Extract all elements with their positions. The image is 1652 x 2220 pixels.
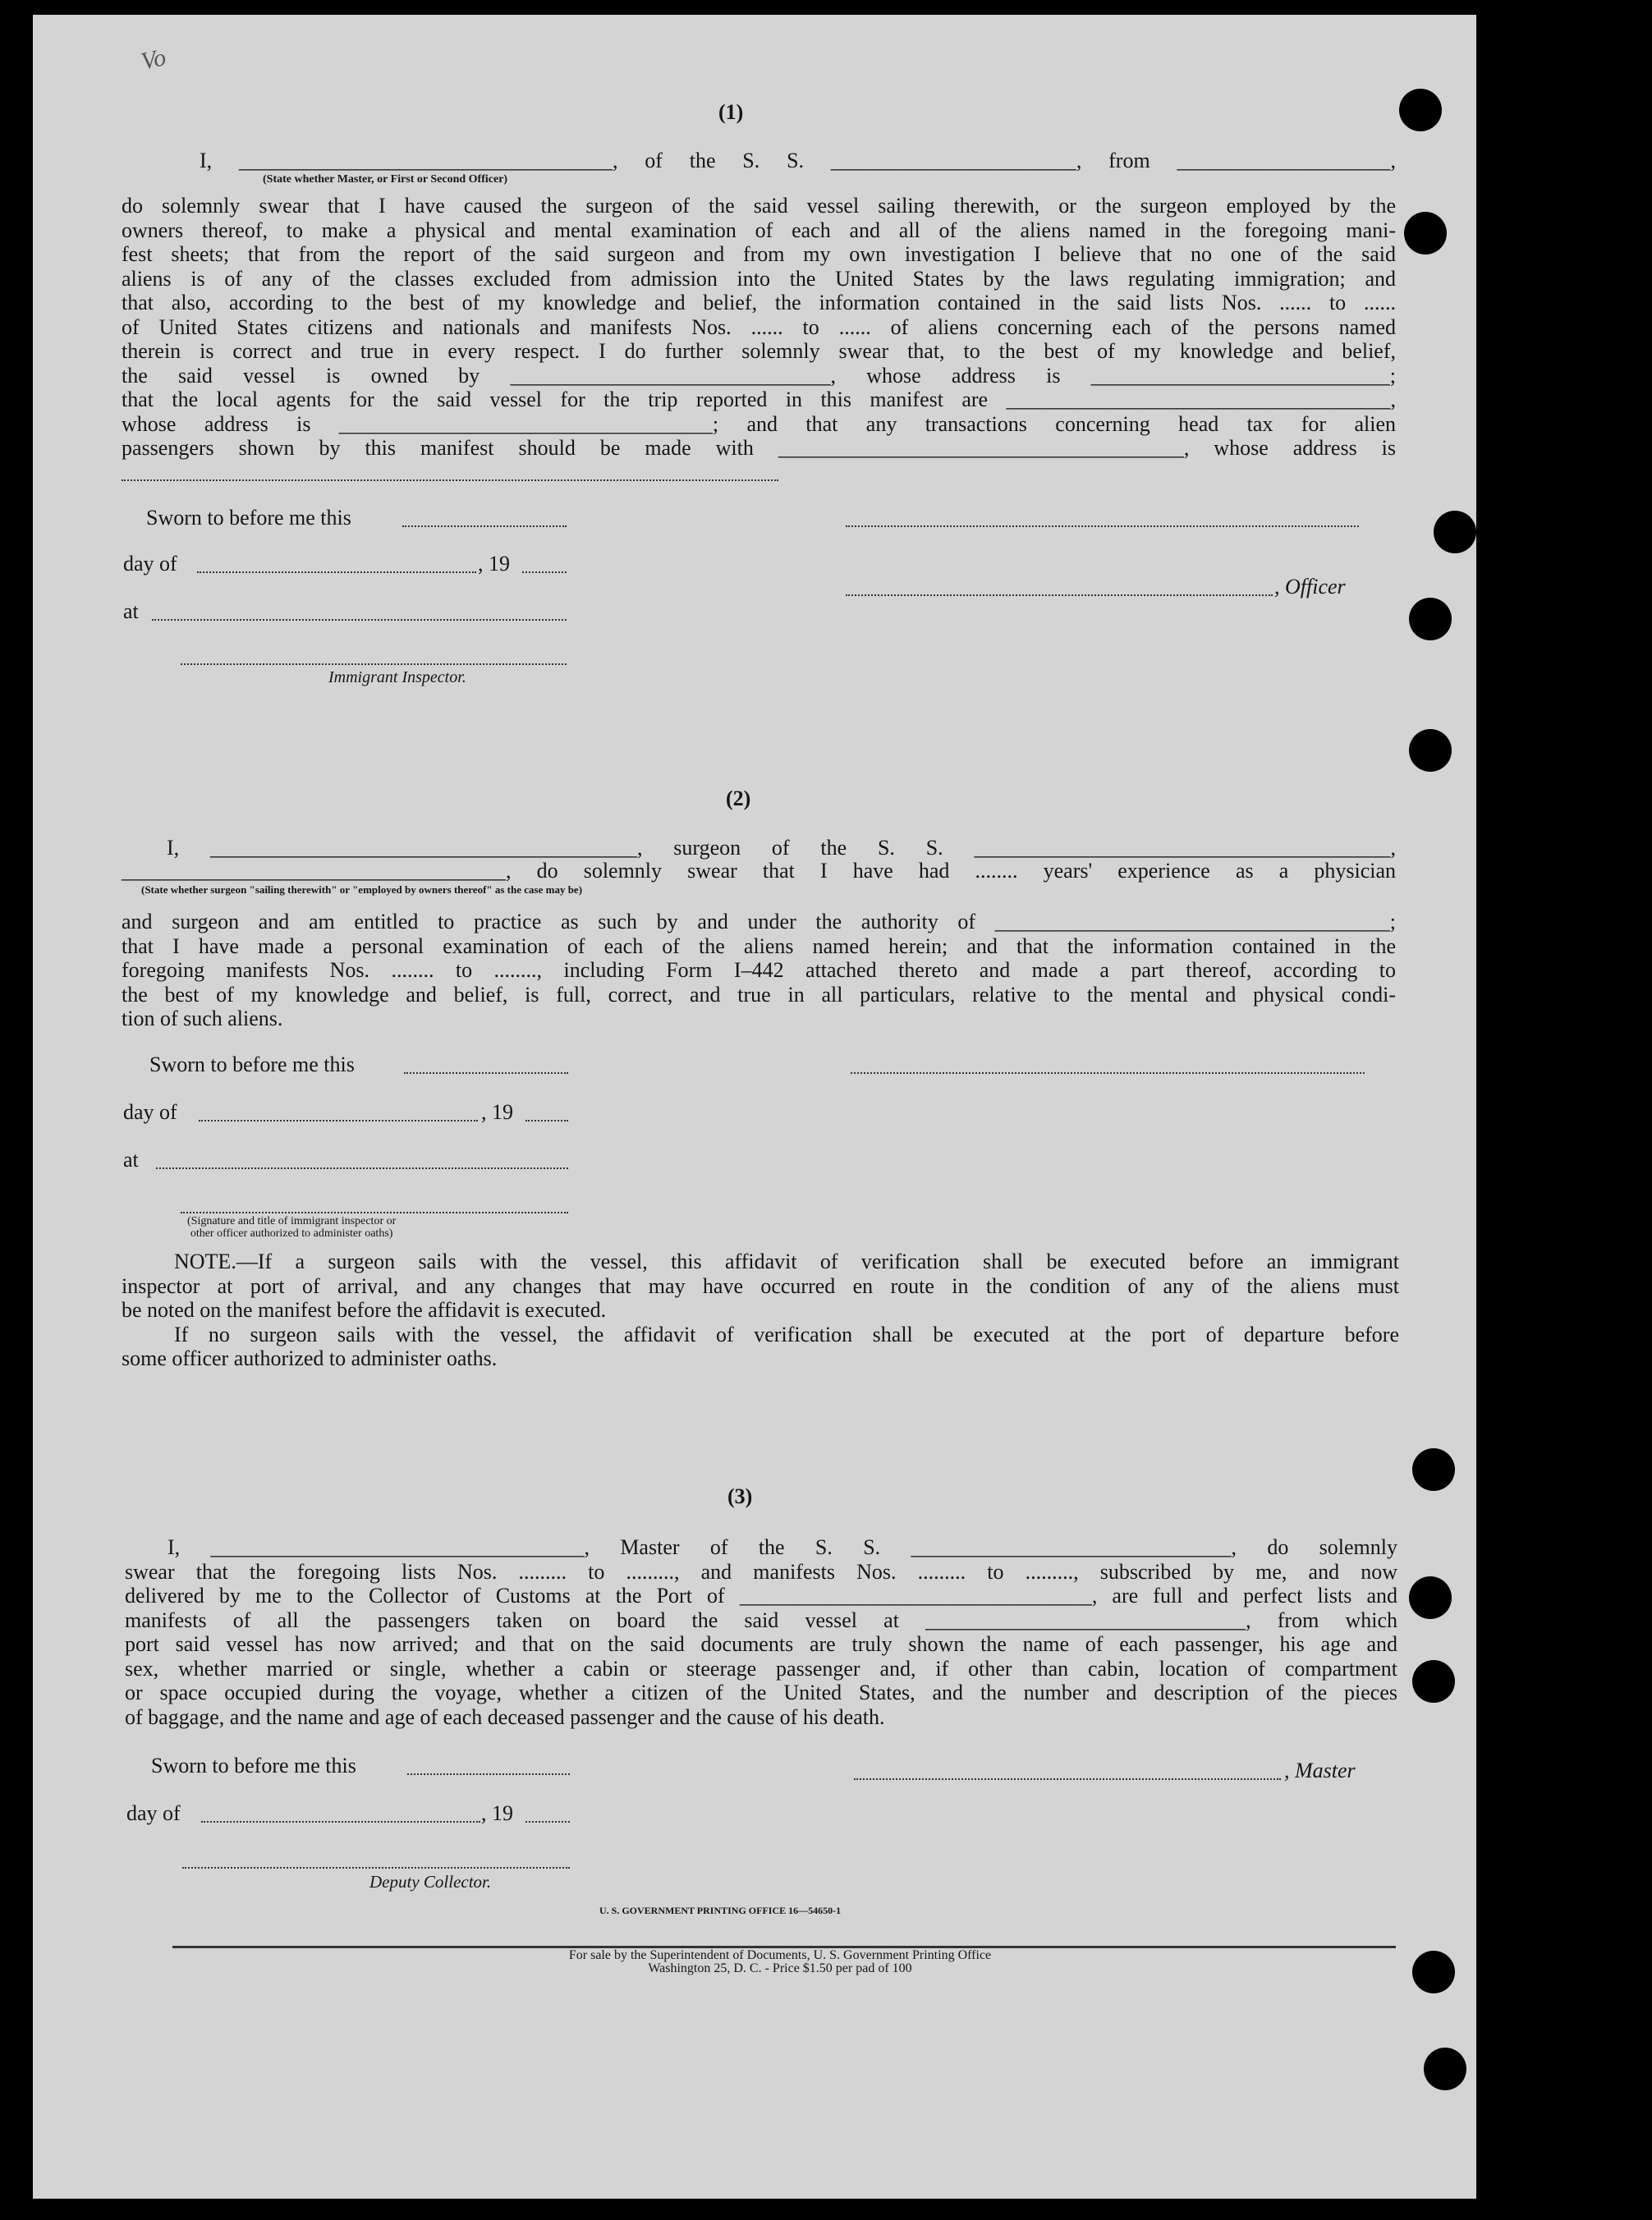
affidavit-line: of United States citizens and nationals and manifests Nos. ...... to ...... of aliens concerning each of the persons named bbox=[122, 314, 1396, 339]
year-line bbox=[525, 1821, 570, 1823]
section-2-affidavit-body bbox=[122, 910, 1396, 1031]
sworn-date-line bbox=[404, 1072, 568, 1074]
punch-hole bbox=[1412, 1951, 1455, 1993]
affidavit-line: do solemnly swear that I have caused the surgeon of the said vessel sailing therewith, or the surgeon employed by the bbox=[122, 194, 1396, 218]
sworn-label: Sworn to before me this bbox=[149, 1053, 355, 1076]
year-line bbox=[522, 571, 567, 573]
section-3-heading: (3) bbox=[727, 1484, 753, 1508]
footer-line: Washington 25, D. C. - Price $1.50 per pad of 100 bbox=[648, 1961, 912, 1975]
affidavit-line: tion of such aliens. bbox=[122, 1007, 283, 1030]
punch-hole bbox=[1409, 1576, 1452, 1619]
affidavit-line: port said vessel has now arrived; and that on the said documents are truly shown the name of each passenger, his age and bbox=[125, 1632, 1397, 1656]
punch-hole bbox=[1434, 511, 1476, 553]
year-label: , 19 bbox=[481, 1100, 513, 1124]
officer-label: , Officer bbox=[1274, 575, 1346, 599]
signature-note-line: other officer authorized to administer oaths) bbox=[190, 1227, 393, 1240]
affidavit-line: swear that the foregoing lists Nos. ......... to ........., and manifests Nos. ......... to ........., subscribed by me, and now bbox=[125, 1559, 1397, 1584]
gpo-imprint: U. S. GOVERNMENT PRINTING OFFICE 16—54650-1 bbox=[599, 1905, 842, 1916]
affidavit-line: manifests of all the passengers taken on board the said vessel at ______________________________, from which bbox=[125, 1608, 1397, 1632]
signature-note bbox=[187, 1215, 396, 1240]
footer-line: For sale by the Superintendent of Documents, U. S. Government Printing Office bbox=[568, 1948, 992, 1962]
master-signature-line bbox=[854, 1778, 1281, 1780]
surgeon-note-paragraph bbox=[122, 1250, 1399, 1371]
affidavit-line: or space occupied during the voyage, whether a citizen of the United States, and the number and description of the pieces bbox=[125, 1681, 1397, 1704]
pencil-mark: Vo bbox=[138, 44, 168, 76]
note-line: some officer authorized to administer oaths. bbox=[122, 1346, 498, 1370]
year-label: , 19 bbox=[478, 552, 510, 576]
note-line: NOTE.—If a surgeon sails with the vessel, this affidavit of verification shall be executed before an immigrant bbox=[174, 1250, 1399, 1273]
surgeon-signature-line bbox=[851, 1072, 1365, 1074]
officer-signature-line-1 bbox=[846, 525, 1359, 527]
year-line bbox=[525, 1120, 568, 1121]
note-line: If no surgeon sails with the vessel, the affidavit of verification shall be executed at the port of departure before bbox=[174, 1322, 1399, 1346]
inspector-signature-line bbox=[181, 663, 567, 665]
affidavit-line: foregoing manifests Nos. ........ to ........, including Form I–442 attached thereto and made a part thereof, according to bbox=[122, 958, 1396, 982]
affidavit-line: I, ________________________________________, surgeon of the S. S. _______________________________________, bbox=[167, 836, 1396, 860]
section-1-affidavit-body bbox=[122, 194, 1396, 461]
affidavit-line: fest sheets; that from the report of the said surgeon and from my own investigation I believe that no one of the said bbox=[122, 242, 1396, 266]
sworn-label: Sworn to before me this bbox=[146, 506, 351, 530]
at-label: at bbox=[123, 599, 139, 623]
affidavit-line: that the local agents for the said vessel for the trip reported in this manifest are ____________________________________, bbox=[122, 388, 1396, 411]
section-2-opening bbox=[122, 836, 1396, 883]
affidavit-line: passengers shown by this manifest should be made with ______________________________________, whose address is bbox=[122, 436, 1396, 460]
day-of-label: day of bbox=[126, 1801, 181, 1825]
day-of-label: day of bbox=[123, 552, 177, 576]
punch-hole bbox=[1404, 212, 1447, 255]
sworn-date-line bbox=[407, 1773, 570, 1775]
affidavit-line: and surgeon and am entitled to practice as such by and under the authority of _____________________________________; bbox=[122, 910, 1396, 933]
affidavit-line: sex, whether married or single, whether a cabin or steerage passenger and, if other than cabin, location of compartment bbox=[125, 1656, 1397, 1681]
at-line bbox=[156, 1167, 568, 1169]
surgeon-type-note: (State whether surgeon "sailing therewith" or "employed by owners thereof" as the case may be) bbox=[141, 883, 583, 896]
day-of-line bbox=[197, 571, 476, 573]
affidavit-line: the said vessel is owned by ______________________________, whose address is ____________________________; bbox=[122, 363, 1396, 388]
at-line bbox=[152, 619, 567, 621]
master-label: , Master bbox=[1284, 1759, 1356, 1782]
punch-hole bbox=[1409, 598, 1452, 640]
at-label: at bbox=[123, 1148, 139, 1172]
punch-hole bbox=[1409, 729, 1452, 772]
affidavit-line: aliens is of any of the classes excluded from admission into the United States by the laws regulating immigration; and bbox=[122, 266, 1396, 291]
footer bbox=[476, 1949, 1084, 1975]
punch-hole bbox=[1412, 1448, 1455, 1491]
year-label: , 19 bbox=[481, 1801, 513, 1825]
affidavit-line: I, ___________________________________, Master of the S. S. ______________________________, do solemnly bbox=[167, 1535, 1397, 1559]
sworn-label: Sworn to before me this bbox=[151, 1754, 356, 1777]
day-of-line bbox=[199, 1120, 478, 1121]
note-line: be noted on the manifest before the affidavit is executed. bbox=[122, 1298, 607, 1322]
affidavit-line: therein is correct and true in every respect. I do further solemnly swear that, to the best of my knowledge and belief, bbox=[122, 339, 1396, 363]
inspector-signature-line bbox=[181, 1212, 568, 1213]
manifest-verification-form bbox=[33, 15, 1476, 2199]
affidavit-line: the best of my knowledge and belief, is full, correct, and true in all particulars, relative to the mental and physical condi- bbox=[122, 982, 1396, 1007]
affidavit-line: delivered by me to the Collector of Customs at the Port of _________________________________, are full and perfect lists and bbox=[125, 1584, 1397, 1608]
affidavit-line: that I have made a personal examination of each of the aliens named herein; and that the information contained in the bbox=[122, 933, 1396, 958]
affidavit-line: that also, according to the best of my knowledge and belief, the information contained in the said lists Nos. ...... to ...... bbox=[122, 291, 1396, 314]
section-3-affidavit bbox=[125, 1535, 1397, 1729]
section-1-affidavit bbox=[122, 149, 1396, 173]
address-continuation-line bbox=[122, 479, 778, 481]
affidavit-line: whose address is ___________________________________; and that any transactions concerning head tax for alien bbox=[122, 411, 1396, 436]
inspector-label: Immigrant Inspector. bbox=[328, 668, 466, 686]
affidavit-line: I, ___________________________________, of the S. S. _______________________, from ____________________, bbox=[200, 149, 1396, 172]
signature-note-line: (Signature and title of immigrant inspector or bbox=[187, 1215, 397, 1227]
section-2-heading: (2) bbox=[726, 787, 751, 810]
deputy-collector-label: Deputy Collector. bbox=[369, 1872, 492, 1892]
master-officer-note: (State whether Master, or First or Second Officer) bbox=[263, 173, 508, 186]
affidavit-line: ____________________________________, do solemnly swear that I have had ........ years' experience as a physician bbox=[122, 858, 1396, 883]
day-of-label: day of bbox=[123, 1100, 177, 1124]
section-1-heading: (1) bbox=[718, 100, 744, 124]
punch-hole bbox=[1412, 1660, 1455, 1703]
sworn-date-line bbox=[402, 525, 567, 527]
collector-signature-line bbox=[182, 1867, 570, 1869]
affidavit-line: owners thereof, to make a physical and mental examination of each and all of the aliens named in the foregoing mani- bbox=[122, 218, 1396, 242]
affidavit-line: of baggage, and the name and age of each deceased passenger and the cause of his death. bbox=[125, 1704, 885, 1729]
note-line: inspector at port of arrival, and any changes that may have occurred en route in the condition of any of the aliens must bbox=[122, 1273, 1399, 1298]
punch-hole bbox=[1424, 2048, 1466, 2090]
officer-signature-line-2 bbox=[846, 594, 1273, 596]
day-of-line bbox=[201, 1821, 480, 1823]
punch-hole bbox=[1399, 89, 1442, 131]
